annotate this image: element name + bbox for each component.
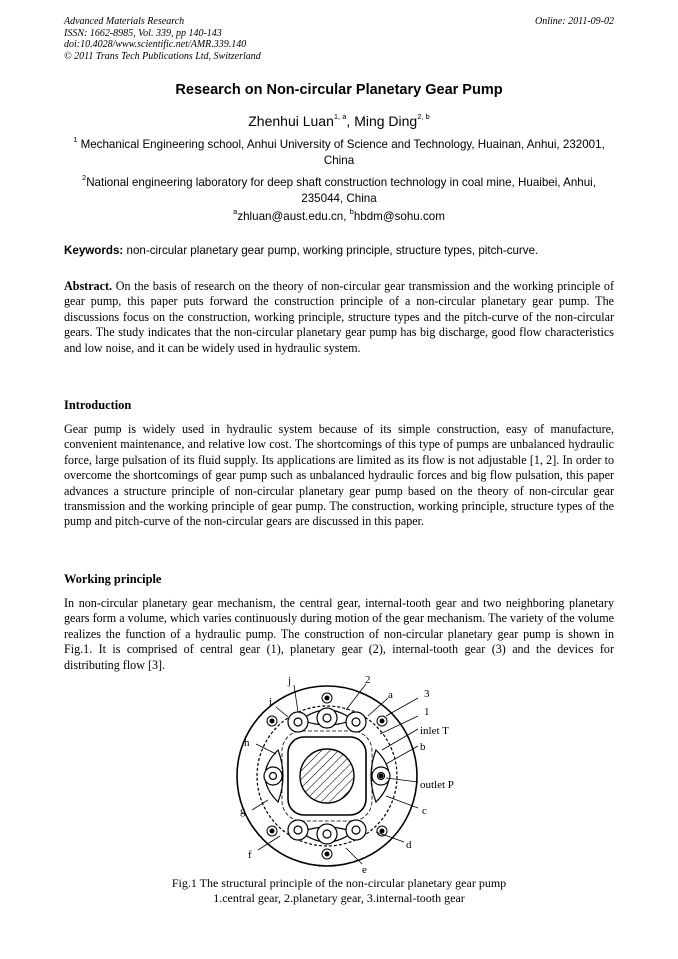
author-superscript: 2, b <box>417 112 430 122</box>
affiliation-text: Mechanical Engineering school, Anhui University of Science and Technology, Huainan, Anhui, 232001, China <box>77 138 605 167</box>
introduction-paragraph: Gear pump is widely used in hydraulic system because of its simple construction, easy of manufacture, convenient maintenance, and relative low cost. The shortcomings of this type of pumps are unbalanced hydraulic force, large pulsation of its fluid supply. Its applications are limited as its flow is not adjustable [1, 2]. In order to overcome the shortcomings of gear pump such as unbalanced hydraulic forces and big flow pulsation, this paper advances a structure principle of non-circular planetary gear pump based on the theory of non-circular gear transmission and the working principle of gear pump. The construction, working principle, structure types of the pump and pitch-curve of the non-circular gears are discussed in this paper. <box>64 422 614 529</box>
figure-caption: Fig.1 The structural principle of the non-circular planetary gear pump <box>171 876 507 890</box>
pump-drawing <box>237 684 418 866</box>
author-superscript: 1, a <box>333 112 347 122</box>
figure-label-b: b <box>420 741 426 753</box>
abstract-paragraph <box>64 279 614 356</box>
figure-label-2: 2 <box>365 674 371 686</box>
figure-label-3: 3 <box>424 688 430 700</box>
gear-pump-figure <box>196 672 466 877</box>
affiliation-text: National engineering laboratory for deep shaft construction technology in coal mine, Huaibei, Anhui, 235044, China <box>86 176 596 205</box>
author-name: Zhenhui Luan <box>248 113 334 129</box>
author-separator: , <box>346 113 355 129</box>
figure-label-h: h <box>244 737 250 749</box>
author-name: Ming Ding <box>354 113 418 129</box>
keywords-text: non-circular planetary gear pump, working principle, structure types, pitch-curve. <box>123 244 539 257</box>
figure-label-inlet: inlet T <box>420 725 449 737</box>
outlet-port <box>379 774 384 779</box>
email-superscript: b <box>349 207 354 217</box>
copyright-line: © 2011 Trans Tech Publications Ltd, Switzerland <box>64 50 261 62</box>
doi-line: doi:10.4028/www.scientific.net/AMR.339.140 <box>64 39 247 50</box>
figure-label-f: f <box>248 849 252 861</box>
figure-label-a: a <box>388 689 393 701</box>
abstract-text: On the basis of research on the theory of non-circular gear transmission and the working principle of gear pump, this paper puts forward the construction principle of a non-circular planetary gear pump. The discussions focus on the construction, working principle, structure types and the pitch-curve of the non-circular gears. The study indicates that the non-circular planetary gear pump has big discharge, good flow characteristics and low noise, and it can be widely used in hydraulic system. <box>64 279 614 355</box>
figure-label-e: e <box>362 864 367 876</box>
online-date: Online: 2011-09-02 <box>535 16 614 27</box>
figure-label-j: j <box>288 675 292 687</box>
issn-line: ISSN: 1662-8985, Vol. 339, pp 140-143 <box>64 27 222 39</box>
affiliation-superscript: 1 <box>73 135 78 145</box>
figure-label-c: c <box>422 805 427 817</box>
keywords-label: Keywords: <box>64 244 124 257</box>
journal-header <box>64 16 261 62</box>
keywords-line <box>64 244 614 257</box>
figure-label-i: i <box>269 696 273 708</box>
affiliation-1 <box>64 137 614 169</box>
figure-label-g: g <box>240 805 246 817</box>
figure-label-outlet: outlet P <box>420 779 454 791</box>
author-emails <box>0 207 678 223</box>
affiliation-superscript: 2 <box>82 173 87 183</box>
figure-label-1: 1 <box>424 706 430 718</box>
email-superscript: a <box>233 207 238 217</box>
email-link[interactable]: hbdm@sohu.com <box>353 210 445 223</box>
author-line <box>0 113 678 129</box>
abstract-label: Abstract. <box>64 279 113 293</box>
journal-name: Advanced Materials Research <box>64 16 185 27</box>
section-heading-introduction: Introduction <box>64 398 132 412</box>
figure-label-d: d <box>406 839 412 851</box>
working-principle-paragraph: In non-circular planetary gear mechanism, the central gear, internal-tooth gear and two neighboring planetary gears form a volume, which varies continuously during motion of the gear mechanism. The variety of the volume realizes the function of a hydraulic pump. The construction of non-circular planetary gear pump is shown in Fig.1. It is comprised of central gear (1), planetary gear (2), internal-tooth gear (3) and the devices for distributing flow [3]. <box>64 596 614 672</box>
affiliation-2 <box>64 175 614 207</box>
drive-shaft <box>300 749 354 803</box>
section-heading-working-principle: Working principle <box>64 572 162 586</box>
paper-title: Research on Non-circular Planetary Gear Pump <box>175 82 503 98</box>
figure-caption-items: 1.central gear, 2.planetary gear, 3.internal-tooth gear <box>213 891 465 905</box>
email-link[interactable]: zhluan@aust.edu.cn, <box>237 210 350 223</box>
